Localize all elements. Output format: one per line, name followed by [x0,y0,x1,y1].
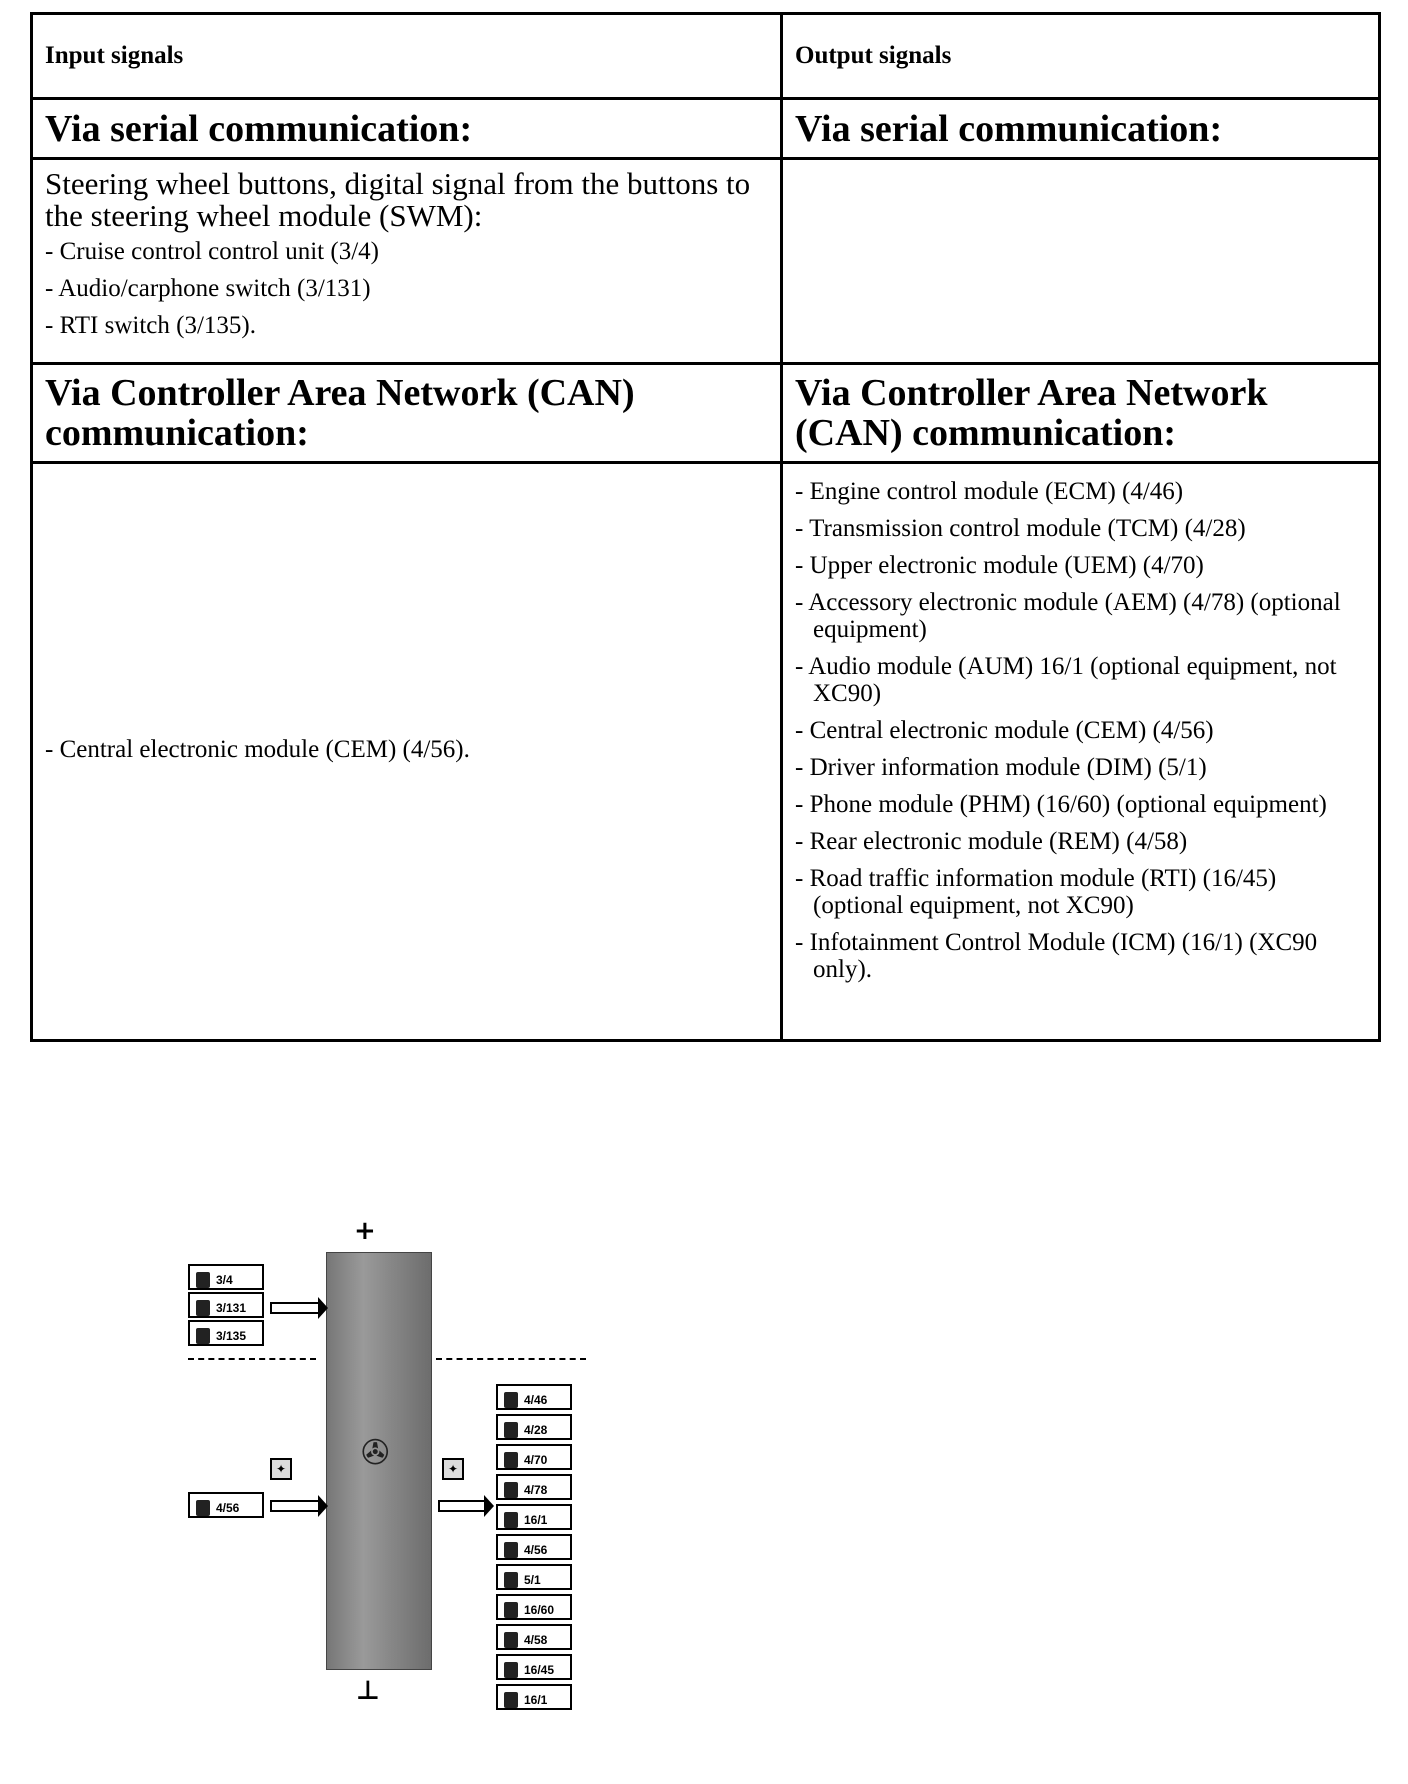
can-output-item: - Audio module (AUM) 16/1 (optional equipment, not XC90) [795,653,1337,707]
module-icon [504,1632,518,1648]
module-icon [504,1512,518,1528]
swm-block-diagram [180,1210,600,1730]
can-input-arrow [270,1500,318,1512]
can-input-item: - Central electronic module (CEM) (4/56). [45,736,470,763]
can-output-item: - Engine control module (ECM) (4/46) [795,478,1184,505]
serial-input-item: - Audio/carphone switch (3/131) [45,275,371,302]
can-output-box: 4/46 [496,1384,572,1410]
can-output-box: 5/1 [496,1564,572,1590]
can-output-item: - Accessory electronic module (AEM) (4/78) (optional equipment) [795,589,1341,643]
module-icon [504,1542,518,1558]
input-signals-header: Input signals [32,14,782,99]
switch-icon [196,1328,210,1344]
switch-icon [196,1300,210,1316]
serial-output-heading: Via serial communication: [782,99,1380,159]
module-icon [196,1500,210,1516]
can-output-arrow [438,1500,484,1512]
serial-input-box: 3/4 [188,1264,264,1290]
can-output-item: - Central electronic module (CEM) (4/56) [795,717,1214,744]
can-output-box: 4/78 [496,1474,572,1500]
can-output-item: - Upper electronic module (UEM) (4/70) [795,552,1204,579]
can-output-box: 16/60 [496,1594,572,1620]
module-icon [504,1602,518,1618]
serial-input-arrow [270,1302,318,1314]
can-output-item: - Phone module (PHM) (16/60) (optional equipment) [795,791,1327,818]
can-output-box: 16/1 [496,1504,572,1530]
module-icon [504,1662,518,1678]
signal-table [30,12,1381,1042]
can-input-cell [32,463,782,1041]
can-output-item: - Rear electronic module (REM) (4/58) [795,828,1188,855]
steering-wheel-icon: ✇ [361,1435,390,1472]
serial-input-item: - Cruise control control unit (3/4) [45,238,379,265]
serial-input-heading: Via serial communication: [32,99,782,159]
ground-symbol: ⊥ [356,1676,380,1706]
module-icon [504,1452,518,1468]
separator-line [188,1358,316,1360]
module-icon [504,1572,518,1588]
serial-input-box: 3/131 [188,1292,264,1318]
can-output-list [795,478,1366,983]
can-output-box: 4/28 [496,1414,572,1440]
can-output-box: 4/56 [496,1534,572,1560]
can-network-icon: ✦ [442,1458,464,1480]
serial-output-cell [782,159,1380,364]
serial-input-lead: Steering wheel buttons, digital signal from the buttons to the steering wheel module (SWM): [45,166,751,233]
module-icon [504,1392,518,1408]
can-output-box: 4/58 [496,1624,572,1650]
can-output-box: 16/45 [496,1654,572,1680]
cruise-control-icon [196,1272,210,1288]
can-output-box: 4/70 [496,1444,572,1470]
can-input-heading: Via Controller Area Network (CAN) communication: [32,364,782,463]
can-output-item: - Road traffic information module (RTI) (16/45) (optional equipment, not XC90) [795,865,1277,919]
power-symbol: + [354,1216,376,1246]
module-icon [504,1692,518,1708]
module-icon [504,1422,518,1438]
can-output-cell [782,463,1380,1041]
serial-input-cell [32,159,782,364]
can-output-box: 16/1 [496,1684,572,1710]
can-output-heading: Via Controller Area Network (CAN) communication: [782,364,1380,463]
can-output-item: - Transmission control module (TCM) (4/28) [795,515,1246,542]
can-output-item: - Driver information module (DIM) (5/1) [795,754,1207,781]
module-icon [504,1482,518,1498]
separator-line [436,1358,586,1360]
serial-input-item: - RTI switch (3/135). [45,312,256,339]
can-output-item: - Infotainment Control Module (ICM) (16/1) (XC90 only). [795,929,1318,983]
steering-wheel-module [326,1252,432,1670]
output-signals-header: Output signals [782,14,1380,99]
can-network-icon: ✦ [270,1458,292,1480]
can-input-box: 4/56 [188,1492,264,1518]
serial-input-box: 3/135 [188,1320,264,1346]
